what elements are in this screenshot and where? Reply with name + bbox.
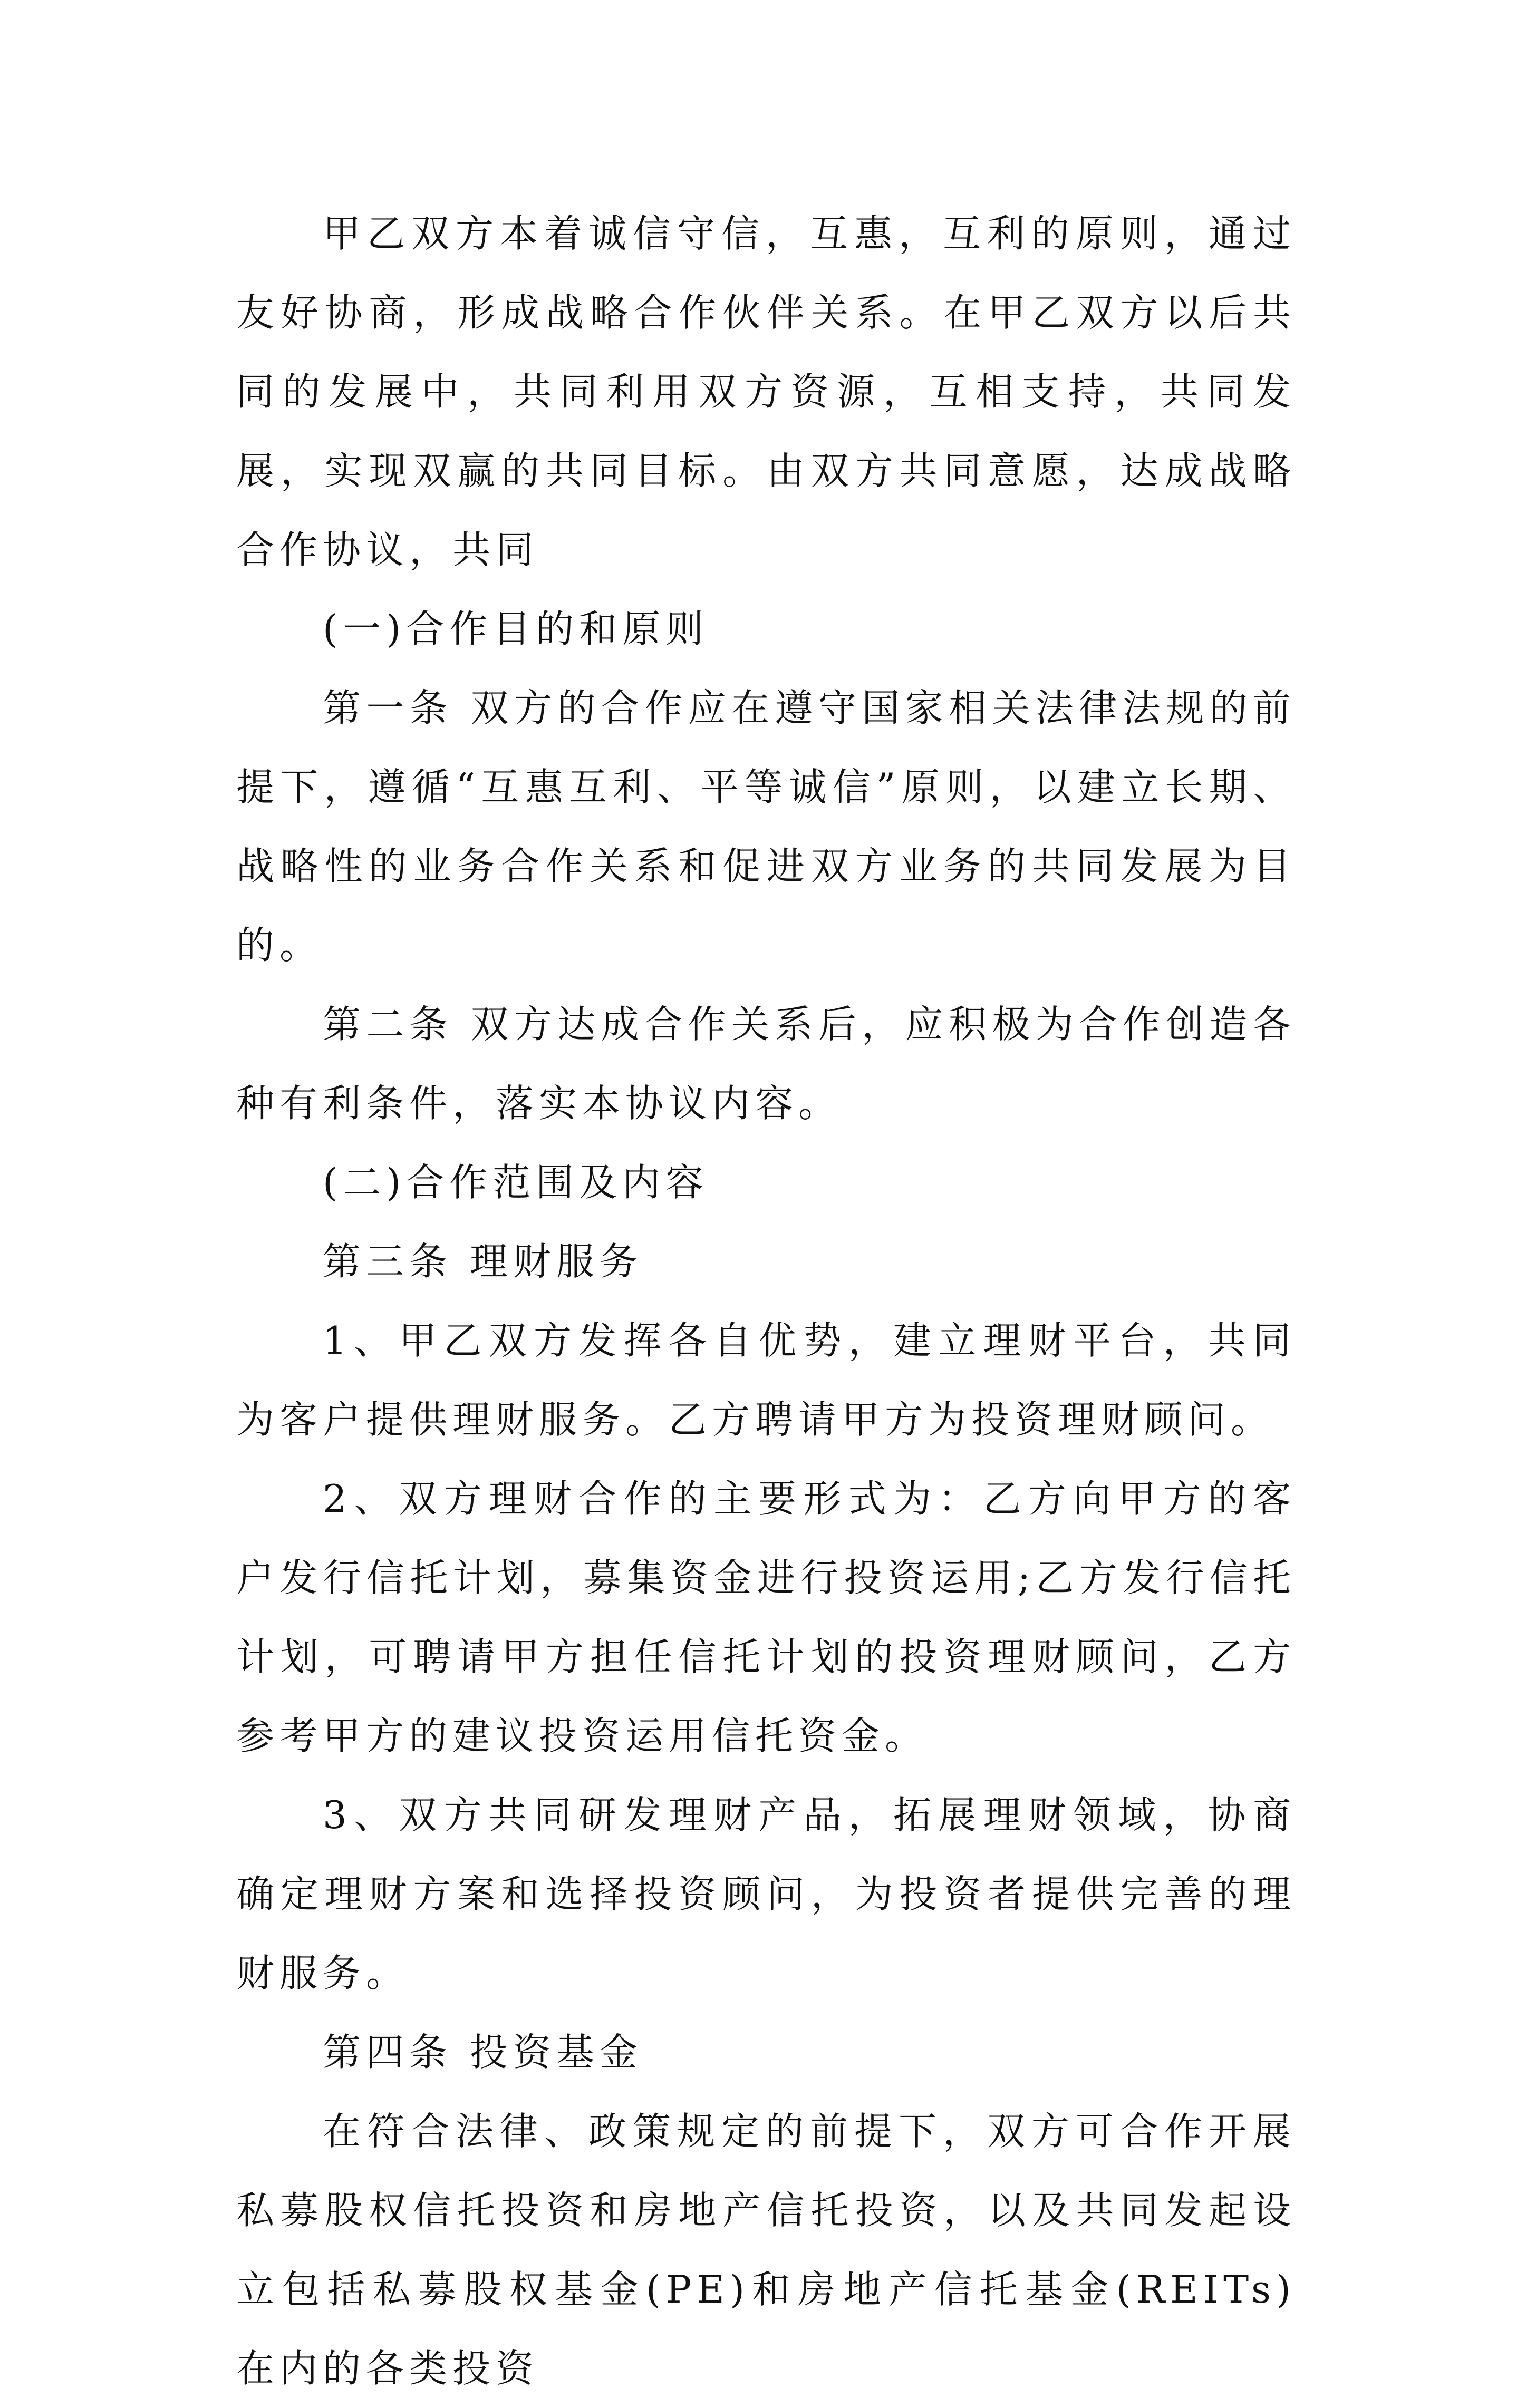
document-body <box>236 194 1296 2408</box>
article-3-heading: 第三条 理财服务 <box>323 1239 643 1284</box>
section-heading-purpose: (一)合作目的和原则 <box>323 607 709 651</box>
article-3-item-1: 1、甲乙双方发挥各自优势，建立理财平台，共同为客户提供理财服务。乙方聘请甲方为投资理财顾问。 <box>236 1318 1296 1442</box>
intro-paragraph: 甲乙双方本着诚信守信，互惠，互利的原则，通过友好协商，形成战略合作伙伴关系。在甲乙双方以后共同的发展中，共同利用双方资源，互相支持，共同发展，实现双赢的共同目标。由双方共同意愿，达成战略合作协议，共同 <box>236 211 1296 572</box>
article-3-item-3: 3、双方共同研发理财产品，拓展理财领域，协商确定理财方案和选择投资顾问，为投资者提供完善的理财服务。 <box>236 1793 1296 1995</box>
article-1-paragraph: 第一条 双方的合作应在遵守国家相关法律法规的前提下，遵循“互惠互利、平等诚信”原则，以建立长期、战略性的业务合作关系和促进双方业务的共同发展为目的。 <box>236 686 1296 967</box>
article-4-heading: 第四条 投资基金 <box>323 2030 643 2074</box>
article-4-paragraph: 在符合法律、政策规定的前提下，双方可合作开展私募股权信托投资和房地产信托投资，以及共同发起设立包括私募股权基金(PE)和房地产信托基金(REITs)在内的各类投资 <box>236 2109 1296 2391</box>
article-2-paragraph: 第二条 双方达成合作关系后，应积极为合作创造各种有利条件，落实本协议内容。 <box>236 1002 1296 1125</box>
section-heading-scope: (二)合作范围及内容 <box>323 1160 709 1205</box>
article-3-item-2: 2、双方理财合作的主要形式为：乙方向甲方的客户发行信托计划，募集资金进行投资运用;乙方发行信托计划，可聘请甲方担任信托计划的投资理财顾问，乙方参考甲方的建议投资运用信托资金。 <box>236 1477 1296 1758</box>
